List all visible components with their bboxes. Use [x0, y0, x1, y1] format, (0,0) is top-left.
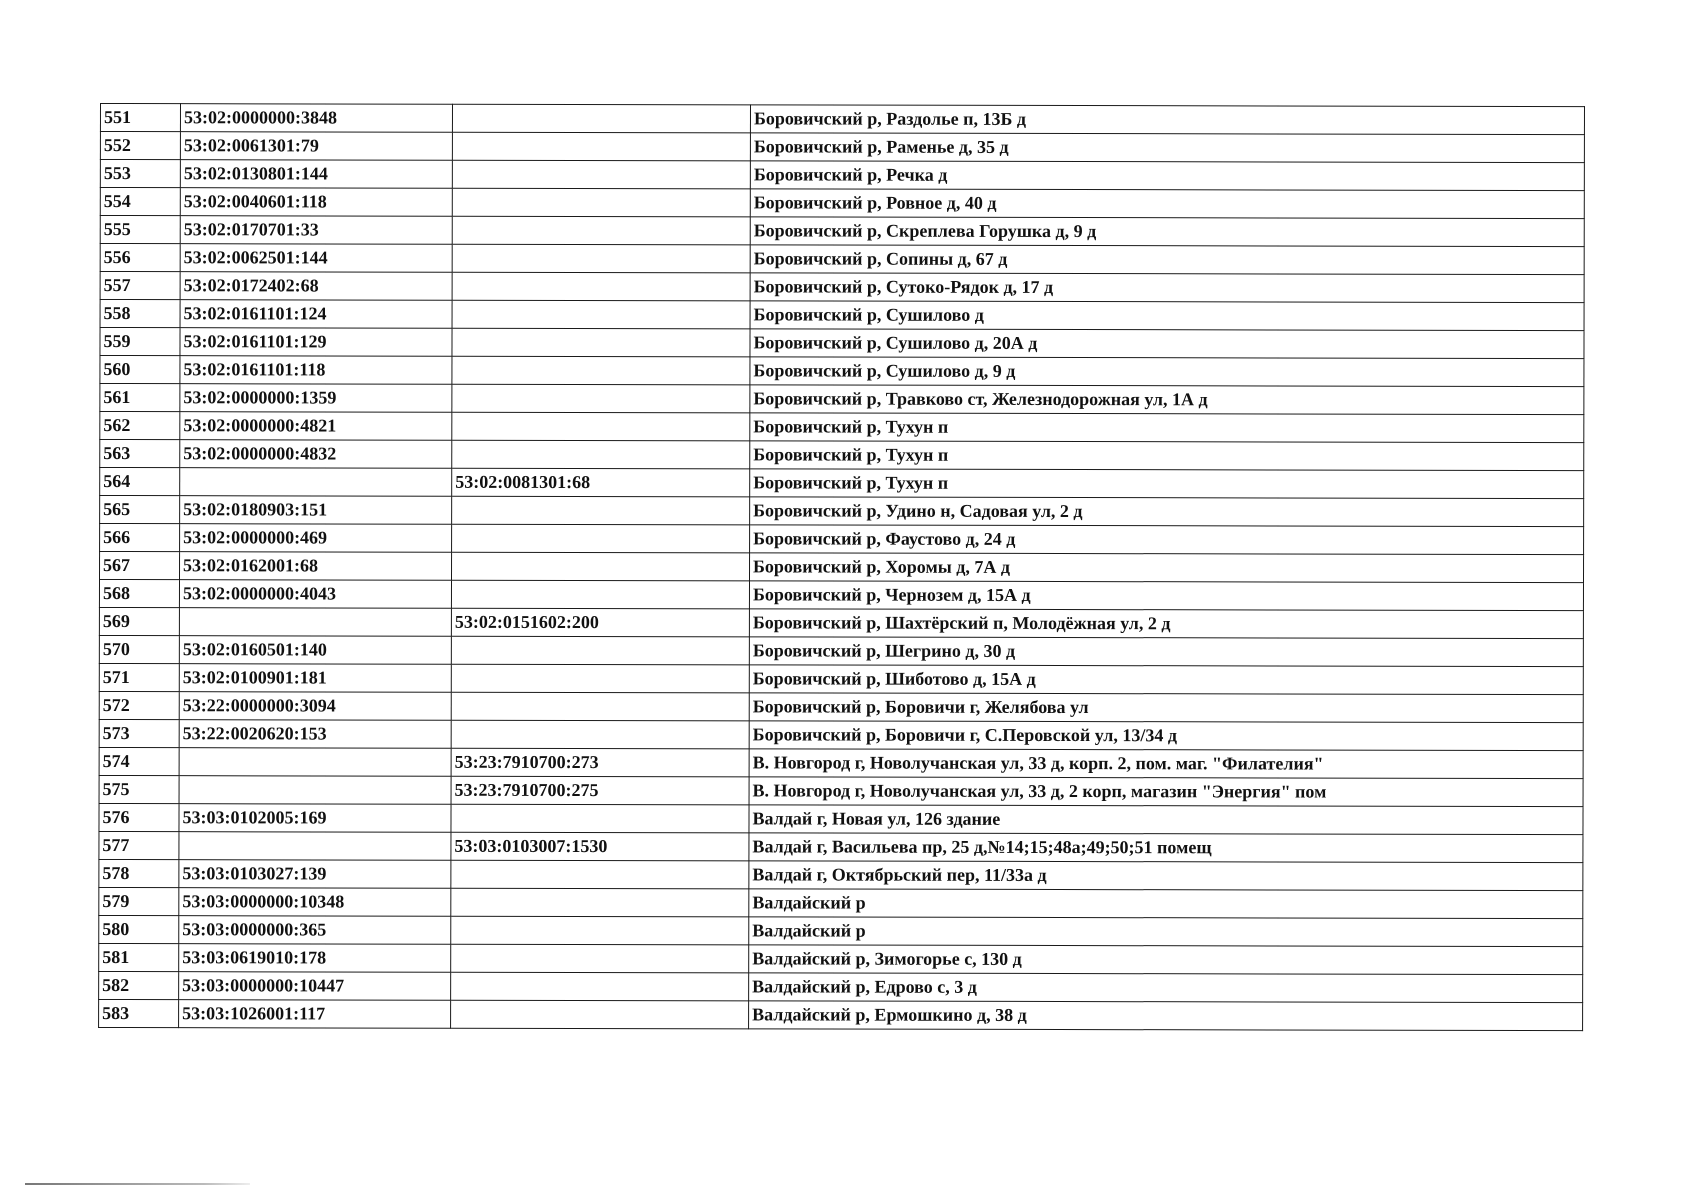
address-cell: Валдайский р, Едрово с, 3 д: [749, 973, 1583, 1003]
row-number-cell: 577: [99, 831, 179, 859]
cadastral-number-land-cell: 53:02:0161101:118: [180, 356, 452, 385]
address-cell: В. Новгород г, Новолучанская ул, 33 д, корп. 2, пом. маг. "Филателия": [749, 749, 1583, 779]
cadastral-number-building-cell: [451, 720, 749, 749]
row-number-cell: 561: [100, 384, 180, 412]
address-cell: Боровичский р, Шахтёрский п, Молодёжная ул, 2 д: [749, 609, 1583, 639]
table-row: [100, 356, 1584, 387]
table-row: [100, 384, 1584, 415]
table-row: [99, 691, 1583, 722]
address-cell: Валдайский р: [749, 917, 1583, 947]
row-number-cell: 583: [99, 999, 179, 1027]
cadastral-number-land-cell: 53:03:0000000:10348: [179, 888, 451, 917]
cadastral-number-building-cell: 53:03:0103007:1530: [451, 832, 749, 861]
address-cell: Боровичский р, Сопины д, 67 д: [750, 245, 1584, 275]
table-row: [99, 719, 1583, 750]
table-row: [99, 580, 1583, 611]
address-cell: Боровичский р, Раменье д, 35 д: [750, 133, 1584, 163]
cadastral-number-land-cell: [179, 748, 451, 777]
cadastral-number-building-cell: [452, 272, 750, 301]
row-number-cell: 555: [100, 216, 180, 244]
cadastral-number-building-cell: [452, 104, 750, 133]
table-row: [99, 999, 1583, 1030]
row-number-cell: 558: [100, 300, 180, 328]
cadastral-number-building-cell: [451, 692, 749, 721]
cadastral-number-building-cell: [451, 1000, 749, 1029]
table-row: [99, 663, 1583, 694]
cadastral-number-building-cell: 53:23:7910700:273: [451, 748, 749, 777]
table-row: [100, 328, 1584, 359]
cadastral-number-land-cell: 53:03:0000000:10447: [179, 972, 451, 1001]
scan-artifact-line: [25, 1183, 250, 1185]
cadastral-number-land-cell: 53:02:0000000:4821: [180, 412, 452, 441]
address-cell: Боровичский р, Удино н, Садовая ул, 2 д: [750, 497, 1584, 527]
cadastral-number-land-cell: 53:03:0000000:365: [179, 916, 451, 945]
cadastral-number-land-cell: 53:02:0160501:140: [179, 636, 451, 665]
cadastral-number-building-cell: [452, 412, 750, 441]
table-row: [99, 915, 1583, 946]
cadastral-number-land-cell: 53:02:0000000:469: [180, 524, 452, 553]
cadastral-number-land-cell: 53:02:0000000:4832: [180, 440, 452, 469]
cadastral-number-building-cell: [452, 160, 750, 189]
address-cell: Боровичский р, Раздолье п, 13Б д: [750, 105, 1584, 135]
table-row: [99, 635, 1583, 666]
row-number-cell: 565: [100, 496, 180, 524]
row-number-cell: 566: [100, 524, 180, 552]
cadastral-number-land-cell: 53:02:0000000:3848: [180, 104, 452, 133]
table-row: [99, 831, 1583, 862]
address-cell: Боровичский р, Тухун п: [750, 413, 1584, 443]
property-table: [98, 103, 1585, 1031]
table-row: [99, 747, 1583, 778]
cadastral-number-land-cell: 53:22:0000000:3094: [179, 692, 451, 721]
cadastral-number-building-cell: 53:02:0081301:68: [452, 468, 750, 497]
cadastral-number-land-cell: 53:02:0061301:79: [180, 132, 452, 161]
cadastral-number-land-cell: 53:03:0619010:178: [179, 944, 451, 973]
table-row: [100, 188, 1584, 219]
address-cell: В. Новгород г, Новолучанская ул, 33 д, 2 корп, магазин "Энергия" пом: [749, 777, 1583, 807]
cadastral-number-building-cell: [451, 860, 749, 889]
cadastral-number-land-cell: 53:02:0130801:144: [180, 160, 452, 189]
cadastral-number-building-cell: [452, 328, 750, 357]
table-row: [100, 272, 1584, 303]
cadastral-number-land-cell: 53:02:0000000:1359: [180, 384, 452, 413]
address-cell: Боровичский р, Хоромы д, 7А д: [750, 553, 1584, 583]
row-number-cell: 564: [100, 468, 180, 496]
cadastral-number-land-cell: 53:02:0000000:4043: [179, 580, 451, 609]
cadastral-number-building-cell: [451, 804, 749, 833]
table-row: [100, 468, 1584, 499]
cadastral-number-land-cell: 53:02:0100901:181: [179, 664, 451, 693]
address-cell: Валдай г, Васильева пр, 25 д,№14;15;48а;49;50;51 помещ: [749, 833, 1583, 863]
cadastral-number-land-cell: 53:02:0180903:151: [180, 496, 452, 525]
cadastral-number-building-cell: [452, 216, 750, 245]
cadastral-number-building-cell: [451, 944, 749, 973]
cadastral-number-land-cell: 53:03:1026001:117: [179, 1000, 451, 1029]
address-cell: Боровичский р, Шегрино д, 30 д: [749, 637, 1583, 667]
cadastral-number-land-cell: [179, 832, 451, 861]
cadastral-number-building-cell: [451, 888, 749, 917]
cadastral-number-building-cell: [451, 916, 749, 945]
row-number-cell: 574: [99, 747, 179, 775]
cadastral-number-building-cell: [452, 356, 750, 385]
cadastral-number-land-cell: 53:02:0062501:144: [180, 244, 452, 273]
table-row: [100, 412, 1584, 443]
cadastral-number-building-cell: [451, 636, 749, 665]
address-cell: Валдайский р, Зимогорье с, 130 д: [749, 945, 1583, 975]
row-number-cell: 563: [100, 440, 180, 468]
cadastral-number-building-cell: [452, 300, 750, 329]
table-row: [100, 300, 1584, 331]
address-cell: Боровичский р, Тухун п: [750, 441, 1584, 471]
address-cell: Боровичский р, Фаустово д, 24 д: [750, 525, 1584, 555]
address-cell: Боровичский р, Чернозем д, 15А д: [749, 581, 1583, 611]
address-cell: Боровичский р, Сутоко-Рядок д, 17 д: [750, 273, 1584, 303]
row-number-cell: 560: [100, 356, 180, 384]
cadastral-number-building-cell: [452, 244, 750, 273]
cadastral-number-building-cell: [451, 972, 749, 1001]
table-row: [100, 552, 1584, 583]
cadastral-number-building-cell: [452, 188, 750, 217]
table-row: [99, 887, 1583, 918]
table-row: [100, 160, 1584, 191]
cadastral-number-land-cell: 53:22:0020620:153: [179, 720, 451, 749]
table-row: [100, 244, 1584, 275]
cadastral-number-land-cell: 53:02:0161101:124: [180, 300, 452, 329]
address-cell: Боровичский р, Сушилово д, 20А д: [750, 329, 1584, 359]
table-row: [100, 440, 1584, 471]
address-cell: Боровичский р, Тухун п: [750, 469, 1584, 499]
cadastral-number-land-cell: 53:02:0161101:129: [180, 328, 452, 357]
address-cell: Боровичский р, Ровное д, 40 д: [750, 189, 1584, 219]
address-cell: Валдайский р: [749, 889, 1583, 919]
address-cell: Боровичский р, Шиботово д, 15А д: [749, 665, 1583, 695]
cadastral-number-building-cell: [452, 524, 750, 553]
cadastral-number-land-cell: [179, 608, 451, 637]
row-number-cell: 554: [100, 188, 180, 216]
cadastral-number-land-cell: 53:03:0103027:139: [179, 860, 451, 889]
row-number-cell: 570: [99, 635, 179, 663]
table-row: [99, 971, 1583, 1002]
table-row: [99, 607, 1583, 638]
table-body: [99, 104, 1585, 1031]
row-number-cell: 580: [99, 915, 179, 943]
cadastral-number-land-cell: [179, 776, 451, 805]
address-cell: Боровичский р, Боровичи г, Желябова ул: [749, 693, 1583, 723]
row-number-cell: 569: [99, 607, 179, 635]
row-number-cell: 551: [100, 104, 180, 132]
row-number-cell: 582: [99, 971, 179, 999]
address-cell: Боровичский р, Скреплева Горушка д, 9 д: [750, 217, 1584, 247]
row-number-cell: 573: [99, 719, 179, 747]
table-row: [100, 524, 1584, 555]
address-cell: Боровичский р, Сушилово д: [750, 301, 1584, 331]
row-number-cell: 578: [99, 859, 179, 887]
table-row: [99, 775, 1583, 806]
cadastral-number-building-cell: [451, 580, 749, 609]
cadastral-number-land-cell: 53:03:0102005:169: [179, 804, 451, 833]
cadastral-number-land-cell: 53:02:0162001:68: [180, 552, 452, 581]
table-row: [99, 803, 1583, 834]
row-number-cell: 572: [99, 691, 179, 719]
row-number-cell: 579: [99, 887, 179, 915]
row-number-cell: 553: [100, 160, 180, 188]
cadastral-number-building-cell: [452, 384, 750, 413]
address-cell: Боровичский р, Травково ст, Железнодорожная ул, 1А д: [750, 385, 1584, 415]
row-number-cell: 556: [100, 244, 180, 272]
row-number-cell: 575: [99, 775, 179, 803]
cadastral-number-land-cell: [180, 468, 452, 497]
cadastral-number-building-cell: 53:02:0151602:200: [451, 608, 749, 637]
cadastral-number-land-cell: 53:02:0040601:118: [180, 188, 452, 217]
address-cell: Валдайский р, Ермошкино д, 38 д: [749, 1001, 1583, 1031]
address-cell: Боровичский р, Боровичи г, С.Перовской ул, 13/34 д: [749, 721, 1583, 751]
table-row: [99, 859, 1583, 890]
address-cell: Валдай г, Новая ул, 126 здание: [749, 805, 1583, 835]
row-number-cell: 571: [99, 663, 179, 691]
cadastral-number-building-cell: [451, 664, 749, 693]
table-row: [100, 104, 1584, 135]
cadastral-number-building-cell: [452, 552, 750, 581]
row-number-cell: 562: [100, 412, 180, 440]
table-row: [100, 496, 1584, 527]
cadastral-number-building-cell: [452, 496, 750, 525]
row-number-cell: 559: [100, 328, 180, 356]
cadastral-number-building-cell: [452, 440, 750, 469]
row-number-cell: 568: [99, 580, 179, 608]
address-cell: Боровичский р, Речка д: [750, 161, 1584, 191]
row-number-cell: 552: [100, 132, 180, 160]
table-row: [100, 132, 1584, 163]
cadastral-number-building-cell: 53:23:7910700:275: [451, 776, 749, 805]
row-number-cell: 576: [99, 803, 179, 831]
row-number-cell: 581: [99, 943, 179, 971]
cadastral-number-building-cell: [452, 132, 750, 161]
table-row: [100, 216, 1584, 247]
row-number-cell: 567: [100, 552, 180, 580]
row-number-cell: 557: [100, 272, 180, 300]
address-cell: Валдай г, Октябрьский пер, 11/33а д: [749, 861, 1583, 891]
address-cell: Боровичский р, Сушилово д, 9 д: [750, 357, 1584, 387]
table-row: [99, 943, 1583, 974]
cadastral-number-land-cell: 53:02:0170701:33: [180, 216, 452, 245]
cadastral-number-land-cell: 53:02:0172402:68: [180, 272, 452, 301]
